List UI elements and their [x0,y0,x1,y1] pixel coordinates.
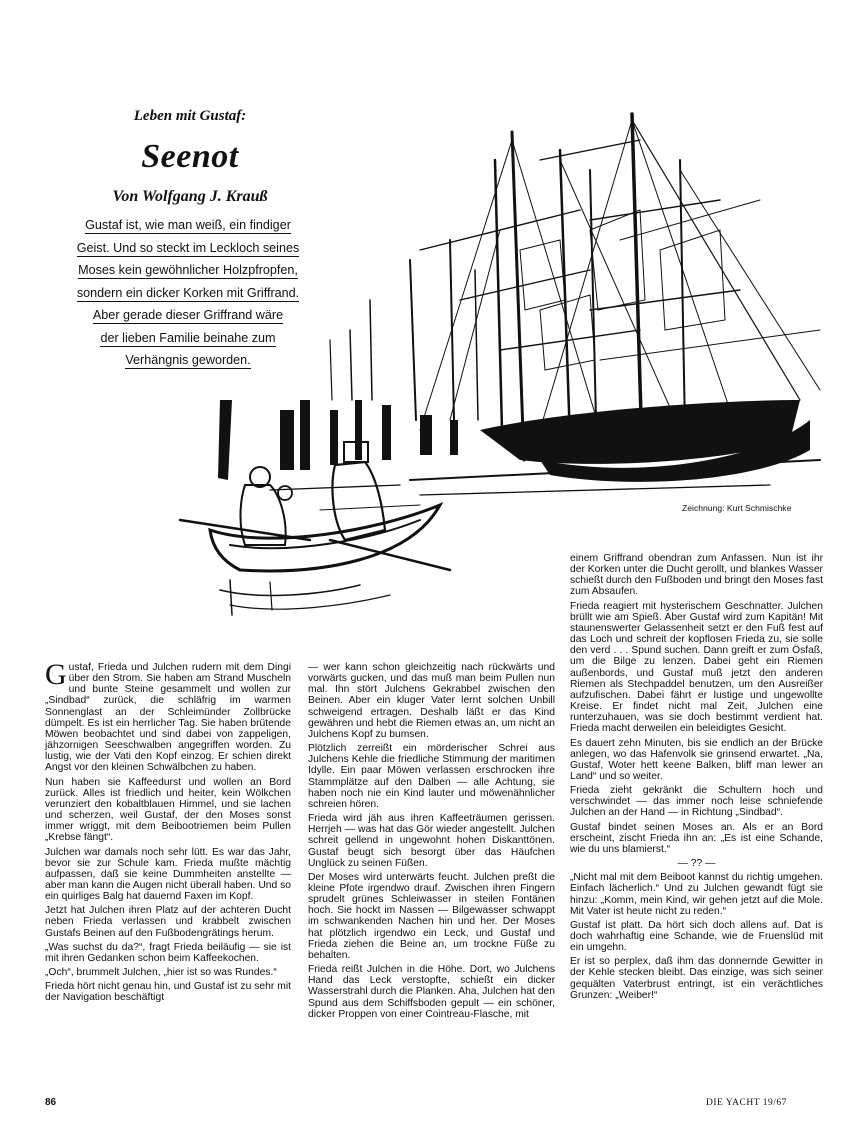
author-byline: Von Wolfgang J. Krauß [112,188,268,205]
body-paragraph: „Och“, brummelt Julchen, „hier ist so was Rundes.“ [45,967,277,979]
illustration-credit: Zeichnung: Kurt Schmischke [682,503,792,513]
lead-line: Verhängnis geworden. [125,353,251,367]
section-break: — ?? — [677,858,716,870]
body-paragraph: Frieda hört nicht genau hin, und Gustaf ist zu sehr mit der Navigation beschäftigt [45,981,291,1004]
lead-line: Geist. Und so steckt im Leckloch seines [76,240,300,255]
body-column-2 [308,662,555,1023]
body-paragraph: Der Moses wird unterwärts feucht. Julchen preßt die kleine Pfote irgendwo drauf. Zwischen ihren Fingern sprudelt grünes Schleiwasser in steilen Fontänen hoch. Sie hockt im Nassen — Bilgewasser schwappt im schwankenden Nachen hin und her. Der Moses hat plötzlich irgendwo ein Leck, und Gustaf und Frieda ziehen die Beine an, um trockne Füße zu behalten. [308,871,555,961]
body-paragraph: „Was suchst du da?“, fragt Frieda beiläufig — sie ist mit ihren Gedanken schon beim Kaffeekochen. [45,941,291,964]
drop-cap: G [45,658,67,691]
body-paragraph: Es dauert zehn Minuten, bis sie endlich an der Brücke anlegen, wo das Hafenvolk sie grinsend erwartet. „Na, Gustaf, Woter hett keene Balken, bliff man lewer an Land“ und so weiter. [570,737,823,782]
body-paragraph: Nun haben sie Kaffeedurst und wollen an Bord zurück. Alles ist friedlich und heiter, kein Wölkchen verunziert den kobaltblauen Himmel, und sie lachen und scherzen, weil Gustaf, der den Moses sonst immer wriggt, mit dem Beibootriemen beim Pullen „Krebse fängt“. [45,776,291,844]
paragraph-text: ustaf, Frieda und Julchen rudern mit dem Dingi über den Strom. Sie haben am Strand Muscheln und bunte Steine gesammelt und wollen zur „Sindbad“ zurück, die schläfrig im warmen Sonnenglast an der Schleimünder Zollbrücke dümpelt. Es ist ein herrlicher Tag. Sie haben brütende Möwen beobachtet und sind dabei von zappeligen, jähzornigen Seeschwalben angegriffen worden. Zu lustig, wie der Vati den Kopf einzog. Er schien direkt Angst vor den kleinen Schwälbchen zu haben. [45,662,291,774]
lead-paragraph [36,214,340,372]
body-paragraph: einem Griffrand obendran zum Anfassen. Nun ist ihr der Korken unter die Ducht gerollt, und blankes Wasser schießt durch den Fußboden und bringt den Moses fast zum Absaufen. [570,553,823,598]
body-paragraph: Frieda wird jäh aus ihren Kaffeeträumen gerissen. Herrjeh — was hat das Gör wieder angestellt. Julchen schreit gellend in ungewohnt hohen Diskanttönen. Gustaf beugt sich besorgt über das Häufchen Unglück zu seinen Füßen. [308,813,555,869]
body-paragraph: Jetzt hat Julchen ihren Platz auf der achteren Ducht neben Frieda verlassen und krabbelt zwischen Gustafs Beinen auf den Fußbodengrätings herum. [45,905,291,939]
body-column-3 [570,553,823,1004]
body-paragraph: Frieda zieht gekränkt die Schultern hoch und verschwindet — das immer noch leise schniefende Julchen an der Hand — in Richtung „Sindbad“. [570,785,823,819]
page-number: 86 [45,1097,57,1108]
body-paragraph: Gustaf ist platt. Da hört sich doch allens auf. Dat is doch wahrhaftig eine Schande, wie de Fruenslüd mit ein umgehn. [570,919,823,954]
journal-footer: DIE YACHT 19/67 [706,1098,787,1108]
body-paragraph: Frieda reißt Julchen in die Höhe. Dort, wo Julchens Hand das Leck verstopfte, schießt ein dicker Wasserstrahl durch die Planken. Aha, Julchen hat den Spund aus dem Schiffsboden gepult — ein schöner, dicker Proppen von einer Cointreau-Flasche, mit [308,964,555,1020]
article-title: Seenot [141,138,239,175]
body-paragraph: Plötzlich zerreißt ein mörderischer Schrei aus Julchens Kehle die friedliche Stimmung der maritimen Idylle. Ein paar Möwen verlassen erschrocken ihre Stammplätze auf den Dalben — alle Achtung, sie haben noch nie ein Kind lauter und möwenähnlicher schreien hören. [308,743,555,810]
body-column-1 [45,658,291,1007]
body-paragraph: — wer kann schon gleichzeitig nach rückwärts und vorwärts gucken, und das muß man beim Pullen nun mal. Ihn stört Julchens Gekrabbel zwischen den Beinen. Aber ein kluger Vater lernt solchen Unbill schweigend ertragen. Deshalb läßt er das Kind gewähren und hebt die Riemen etwas an, um nicht an Julchens Kopf zu bumsen. [308,662,555,740]
body-paragraph: Frieda reagiert mit hysterischem Geschnatter. Julchen brüllt wie am Spieß. Aber Gustaf wird zum Kapitän! Mit staunenswerter Gelassenheit setzt er den Fuß fest auf das Loch und schreit der kopflosen Frieda zu, sie solle den verd . . . Spund suchen. Dann greift er zum Ösfaß, um die Bilge zu lenzen. Dabei geht ein Riemen außenbords, und Gustaf muß jetzt den anderen Riemen als Stechpaddel benutzen, um den Ausreißer aufzufischen. Dabei fährt er lustige und ungewollte Kreise. Er findet nicht mal Zeit, Julchen eine runterzuhauen, was sie doch bestimmt verdient hat. Frieda macht derweilen ein beleidigtes Gesicht. [570,600,823,735]
lead-line: der lieben Familie beinahe zum [100,330,276,345]
body-paragraph: Gustaf bindet seinen Moses an. Als er an Bord erscheint, zischt Frieda ihn an: „Es ist eine Schande, wie du uns blamierst.“ [570,821,823,855]
body-paragraph: Julchen war damals noch sehr lütt. Es war das Jahr, bevor sie zur Schule kam. Frieda mußte mächtig aufpassen, daß sie keine Dummheiten anstellte — aber man kann die Augen nicht überall haben. Und so ein quirliges Balg hat dauernd Faxen im Kopf. [45,846,291,903]
lead-line: Moses kein gewöhnlicher Holzpfropfen, [78,263,298,277]
lead-line: Gustaf ist, wie man weiß, ein findiger [85,218,291,232]
body-paragraph: Er ist so perplex, daß ihm das donnernde Gewitter in der Kehle stecken bleibt. Das einzige, was sich seiner gequälten Vaterbrust entringt, ist ein verächtliches Grunzen: „Weiber!“ [570,956,823,1001]
body-paragraph [45,658,291,774]
lead-line: sondern ein dicker Korken mit Griffrand. [76,285,300,300]
lead-line: Aber gerade dieser Griffrand wäre [92,308,284,322]
series-kicker: Leben mit Gustaf: [133,108,247,124]
body-paragraph: „Nicht mal mit dem Beiboot kannst du richtig umgehen. Einfach lächerlich.“ Und zu Julchen gewandt fügt sie hinzu: „Komm, mein Kind, wir gehen jetzt auf die Mole. Mit Vater ist heute nicht zu reden.“ [570,872,823,917]
